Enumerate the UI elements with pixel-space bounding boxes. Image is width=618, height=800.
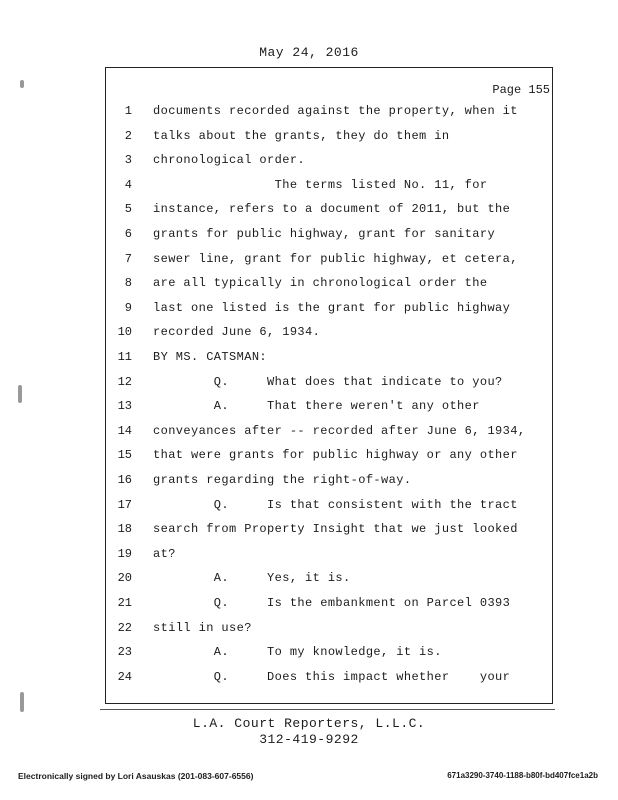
line-number: 8 [124,276,132,291]
page-number-label: Page 155 [492,83,550,97]
line-number: 21 [117,596,132,610]
line-text: BY MS. CATSMAN: [153,350,268,364]
line-text: recorded June 6, 1934. [153,325,321,340]
line-text: The terms listed No. 11, for [153,177,488,192]
scan-artifact [20,80,24,88]
line-text: conveyances after -- recorded after June 6, 1934, [153,423,526,438]
footer-phone: 312-419-9292 [259,732,359,747]
line-text: grants for public highway, grant for sanitary [153,227,496,241]
line-text: at? [153,546,176,561]
line-text: A. To my knowledge, it is. [153,645,442,660]
line-text: Q. Is that consistent with the tract [153,497,518,512]
frame-divider [100,709,555,710]
line-text: A. Yes, it is. [153,571,351,586]
line-text: A. That there weren't any other [153,399,480,414]
line-text: are all typically in chronological order the [153,276,488,291]
line-text: documents recorded against the property, when it [153,104,518,118]
line-text: sewer line, grant for public highway, et cetera, [153,251,518,266]
line-text: last one listed is the grant for public highway [153,300,511,315]
line-number: 14 [117,423,132,438]
line-text: instance, refers to a document of 2011, but the [153,202,511,217]
line-number: 11 [117,350,132,364]
e-signature-note: Electronically signed by Lori Asauskas (201-083-607-6556) [18,771,254,781]
line-text: Q. Is the embankment on Parcel 0393 [153,596,511,610]
line-number: 15 [117,448,132,463]
line-number: 3 [124,153,132,168]
line-text: Q. What does that indicate to you? [153,374,503,389]
line-number: 2 [124,128,132,143]
header-date: May 24, 2016 [259,45,359,60]
line-text: that were grants for public highway or any other [153,448,518,463]
line-number: 4 [124,177,132,192]
line-text: talks about the grants, they do them in [153,128,450,143]
line-number: 17 [117,497,132,512]
line-number: 19 [117,546,132,561]
line-text: Q. Does this impact whether your [153,669,511,684]
line-text: chronological order. [153,153,306,168]
line-number: 6 [124,227,132,241]
line-number: 7 [124,251,132,266]
line-text: search from Property Insight that we just looked [153,522,518,537]
line-number: 16 [117,473,132,487]
line-text: grants regarding the right-of-way. [153,473,412,487]
line-text: still in use? [153,620,252,635]
line-number: 23 [117,645,132,660]
line-number: 24 [117,669,132,684]
line-number: 1 [124,104,132,118]
line-number: 13 [117,399,132,414]
footer-company: L.A. Court Reporters, L.L.C. [192,716,426,731]
line-number: 9 [124,300,132,315]
line-number: 10 [117,325,132,340]
document-id: 671a3290-3740-1188-b80f-bd407fce1a2b [447,771,598,780]
line-number: 18 [117,522,132,537]
scan-artifact [18,385,22,403]
line-number: 20 [117,571,132,586]
line-number: 12 [117,374,132,389]
line-number: 22 [117,620,132,635]
scan-artifact [20,692,24,712]
line-number: 5 [124,202,132,217]
